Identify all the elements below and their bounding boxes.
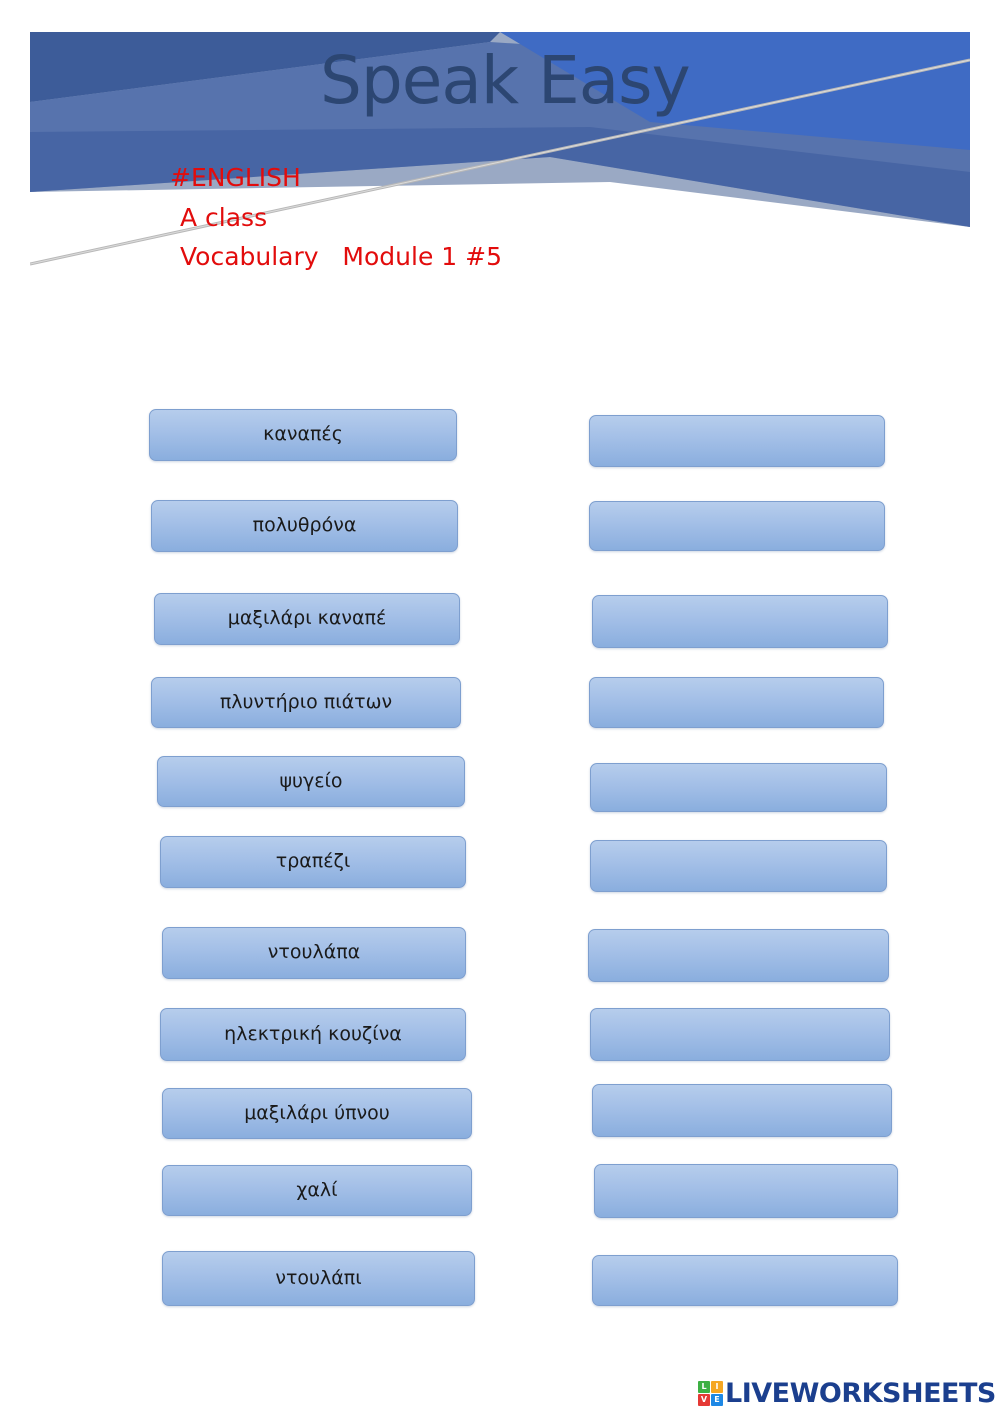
logo-tile: V xyxy=(698,1394,710,1406)
word-box: ντουλάπι xyxy=(162,1251,475,1306)
word-box: ψυγείο xyxy=(157,756,465,807)
logo-tile: E xyxy=(711,1394,723,1406)
answer-field[interactable] xyxy=(590,840,887,892)
answer-field[interactable] xyxy=(594,1164,898,1218)
word-box: καναπές xyxy=(149,409,457,461)
answer-field[interactable] xyxy=(589,677,884,728)
word-box: ντουλάπα xyxy=(162,927,466,979)
subject-label: #ENGLISH xyxy=(170,163,301,192)
answer-field[interactable] xyxy=(592,1084,892,1137)
answer-field[interactable] xyxy=(589,501,885,551)
liveworksheets-icon xyxy=(698,1381,723,1406)
answer-field[interactable] xyxy=(590,763,887,812)
word-box: τραπέζι xyxy=(160,836,466,888)
word-box: πολυθρόνα xyxy=(151,500,458,552)
answer-field[interactable] xyxy=(588,929,889,982)
word-box: μαξιλάρι ύπνου xyxy=(162,1088,472,1139)
brand-name: LIVEWORKSHEETS xyxy=(725,1377,996,1409)
word-box: πλυντήριο πιάτων xyxy=(151,677,461,728)
class-label: A class xyxy=(180,203,268,232)
liveworksheets-logo[interactable] xyxy=(698,1378,996,1408)
answer-field[interactable] xyxy=(589,415,885,467)
word-box: μαξιλάρι καναπέ xyxy=(154,593,460,645)
vocabulary-module-label: Vocabulary Module 1 #5 xyxy=(180,242,502,271)
logo-tile: I xyxy=(711,1381,723,1393)
answer-field[interactable] xyxy=(590,1008,890,1061)
logo-tile: L xyxy=(698,1381,710,1393)
answer-field[interactable] xyxy=(592,1255,898,1306)
answer-field[interactable] xyxy=(592,595,888,648)
word-box: ηλεκτρική κουζίνα xyxy=(160,1008,466,1061)
word-box: χαλί xyxy=(162,1165,472,1216)
page-title: Speak Easy xyxy=(320,42,690,119)
